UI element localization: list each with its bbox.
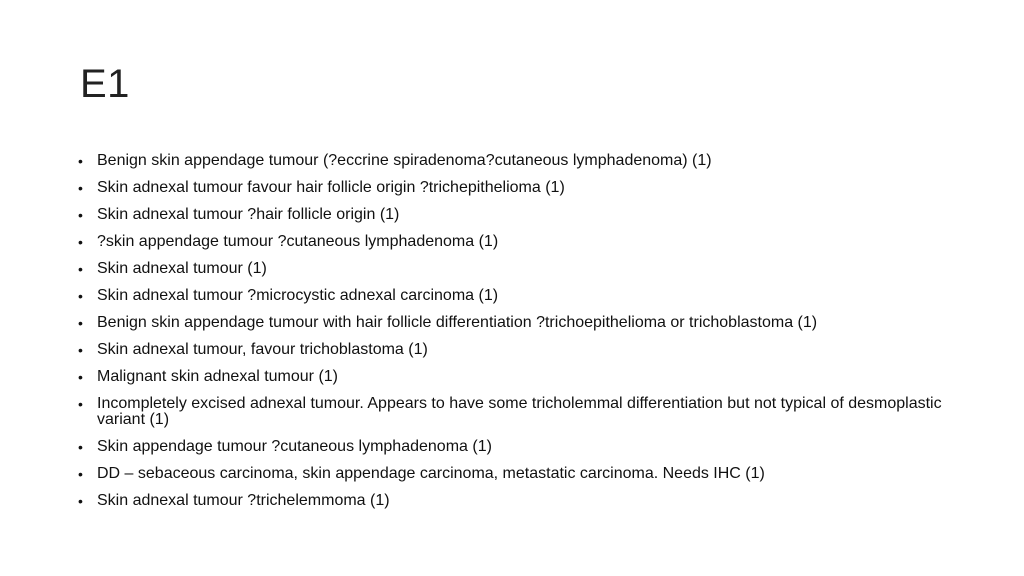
bullet-icon: • [78,396,83,412]
list-item-text: Malignant skin adnexal tumour (1) [97,368,339,385]
list-item [78,180,948,196]
bullet-icon: • [78,466,83,482]
list-item [78,493,948,509]
list-item [78,369,948,385]
slide-title: E1 [80,62,130,106]
bullet-list [78,153,948,520]
list-item [78,396,948,428]
list-item-text: ?skin appendage tumour ?cutaneous lymphadenoma (1) [97,233,499,250]
list-item [78,466,948,482]
list-item [78,153,948,169]
list-item-text: Skin adnexal tumour (1) [97,260,267,277]
bullet-icon: • [78,369,83,385]
bullet-icon: • [78,234,83,250]
list-item-text: Skin adnexal tumour ?trichelemmoma (1) [97,492,390,509]
list-item [78,261,948,277]
list-item-text: Benign skin appendage tumour with hair follicle differentiation ?trichoepithelioma or trichoblastoma (1) [97,314,818,331]
list-item-text: Benign skin appendage tumour (?eccrine spiradenoma?cutaneous lymphadenoma) (1) [97,152,712,169]
bullet-icon: • [78,153,83,169]
list-item [78,234,948,250]
bullet-icon: • [78,439,83,455]
bullet-icon: • [78,493,83,509]
list-item-text: Skin adnexal tumour ?hair follicle origin (1) [97,206,400,223]
list-item [78,315,948,331]
list-item [78,207,948,223]
bullet-icon: • [78,315,83,331]
list-item-text: Skin adnexal tumour, favour trichoblastoma (1) [97,341,428,358]
bullet-icon: • [78,261,83,277]
bullet-icon: • [78,207,83,223]
bullet-icon: • [78,288,83,304]
list-item-text: Skin adnexal tumour ?microcystic adnexal carcinoma (1) [97,287,499,304]
list-item [78,342,948,358]
list-item [78,288,948,304]
list-item-text: Incompletely excised adnexal tumour. Appears to have some tricholemmal differentiation but not typical of desmoplastic variant (1) [97,395,942,428]
bullet-icon: • [78,342,83,358]
list-item-text: Skin appendage tumour ?cutaneous lymphadenoma (1) [97,438,492,455]
list-item-text: DD – sebaceous carcinoma, skin appendage carcinoma, metastatic carcinoma. Needs IHC (1) [97,465,765,482]
list-item [78,439,948,455]
list-item-text: Skin adnexal tumour favour hair follicle origin ?trichepithelioma (1) [97,179,565,196]
bullet-icon: • [78,180,83,196]
